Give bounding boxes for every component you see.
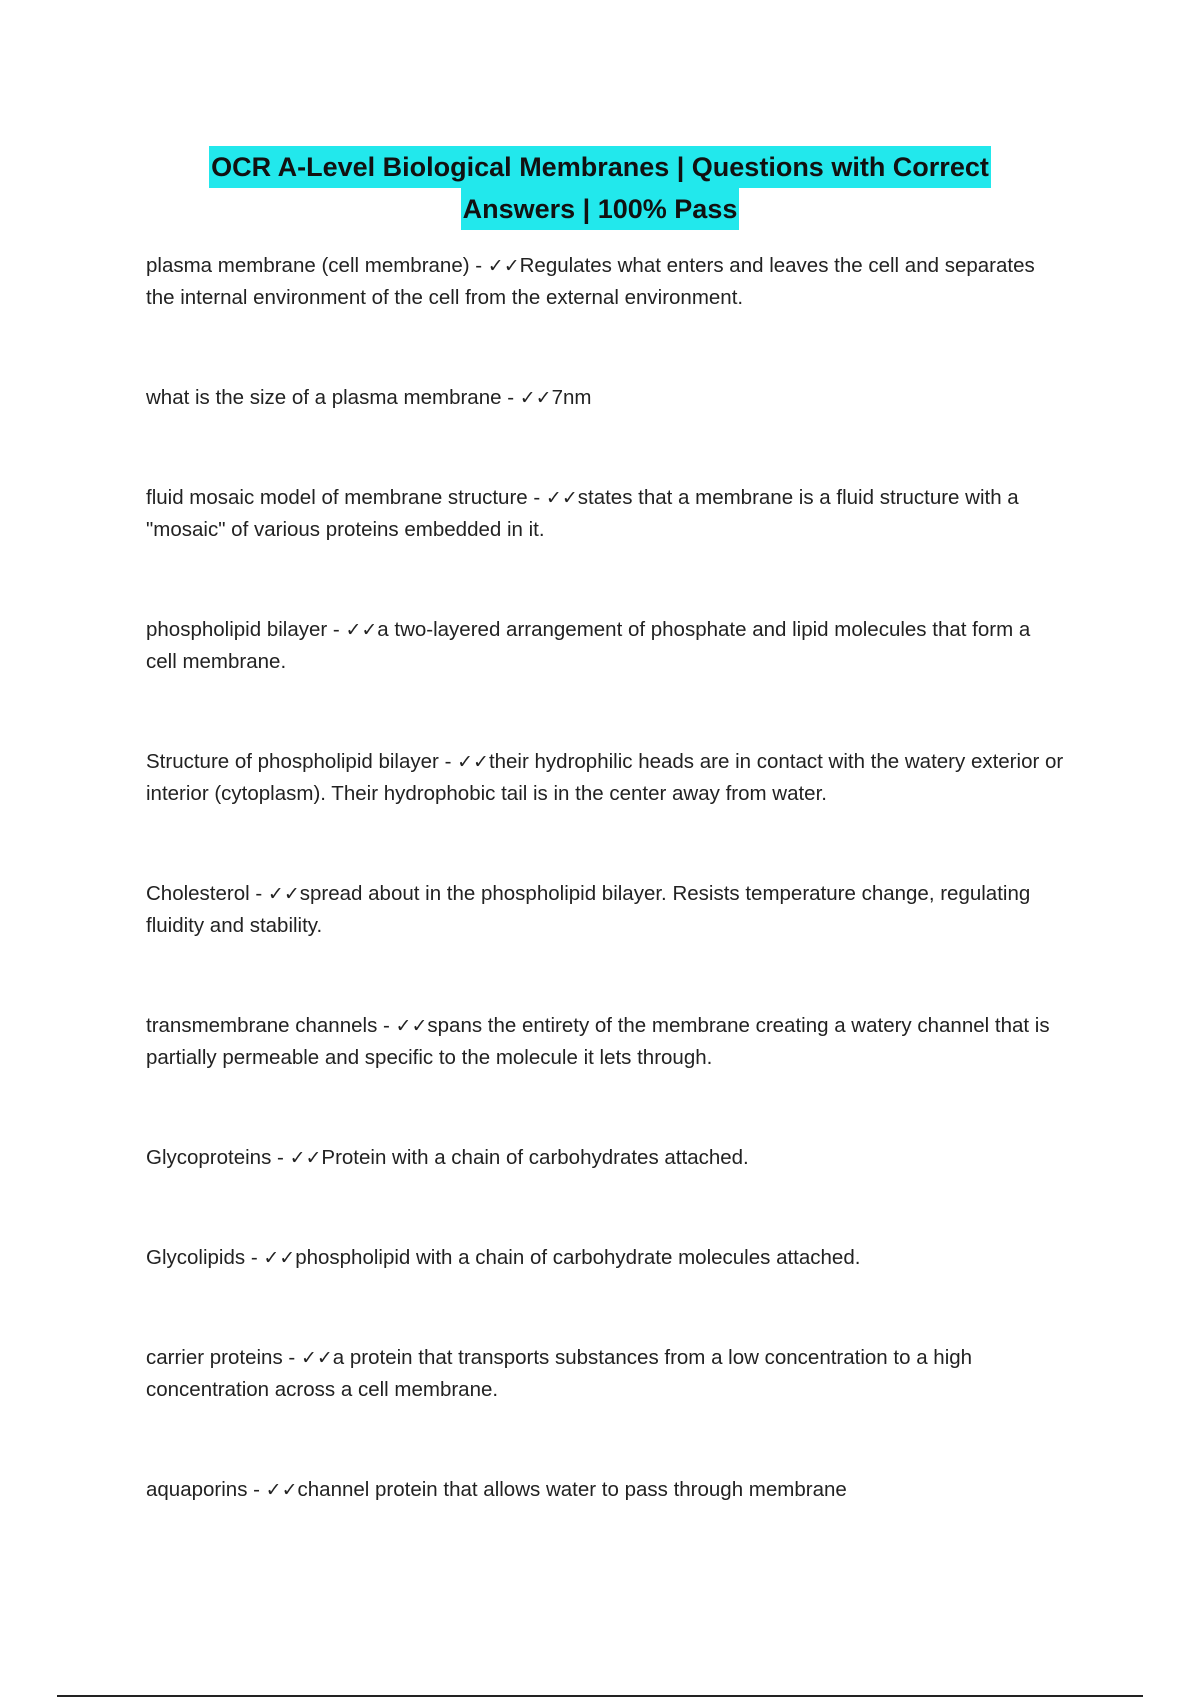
check-icon: ✓✓ (487, 255, 520, 277)
qa-entry-aquaporins: aquaporins - ✓✓channel protein that allows water to pass through membrane (146, 1478, 847, 1501)
entry-term: transmembrane channels (146, 1014, 378, 1037)
qa-entry-membrane-size: what is the size of a plasma membrane - ✓✓7nm (146, 386, 592, 409)
title-line-2: Answers | 100% Pass (461, 188, 740, 230)
qa-entry-transmembrane-channels: transmembrane channels - ✓✓spans the entirety of the membrane creating a watery channel that is partially permeable and specific to the molecule it lets through. (146, 1014, 1050, 1069)
qa-entry-phospholipid-bilayer: phospholipid bilayer - ✓✓a two-layered arrangement of phosphate and lipid molecules that form a cell membrane. (146, 618, 1031, 673)
check-icon: ✓✓ (289, 1147, 322, 1169)
entry-term: Structure of phospholipid bilayer (146, 750, 439, 773)
qa-entry-bilayer-structure: Structure of phospholipid bilayer - ✓✓their hydrophilic heads are in contact with the watery exterior or interior (cytoplasm). Their hydrophobic tail is in the center away from water. (146, 750, 1064, 805)
entry-definition: channel protein that allows water to pass through membrane (297, 1478, 847, 1501)
qa-entry-glycolipids: Glycolipids - ✓✓phospholipid with a chain of carbohydrate molecules attached. (146, 1246, 861, 1269)
qa-entry-fluid-mosaic: fluid mosaic model of membrane structure - ✓✓states that a membrane is a fluid structure with a "mosaic" of various proteins embedded in it. (146, 486, 1019, 541)
entry-definition: Regulates what enters and leaves the cell and separates the internal environment of the cell from the external environment. (146, 254, 1035, 309)
entry-definition: a protein that transports substances from a low concentration to a high concentration across a cell membrane. (146, 1346, 973, 1401)
footer-divider (57, 1695, 1143, 1697)
entry-term: what is the size of a plasma membrane (146, 386, 502, 409)
entry-term: carrier proteins (146, 1346, 283, 1369)
qa-entry-glycoproteins: Glycoproteins - ✓✓Protein with a chain of carbohydrates attached. (146, 1146, 749, 1169)
check-icon: ✓✓ (267, 883, 300, 905)
entry-term: Glycolipids (146, 1246, 246, 1269)
qa-entry-carrier-proteins: carrier proteins - ✓✓a protein that transports substances from a low concentration to a high concentration across a cell membrane. (146, 1346, 973, 1401)
document-title (0, 146, 1200, 230)
entry-definition: states that a membrane is a fluid structure with a "mosaic" of various proteins embedded in it. (146, 486, 1019, 541)
entry-term: aquaporins (146, 1478, 248, 1501)
entry-definition: phospholipid with a chain of carbohydrate molecules attached. (295, 1246, 861, 1269)
entry-term: Cholesterol (146, 882, 250, 905)
check-icon: ✓✓ (545, 487, 578, 509)
qa-list (146, 250, 1066, 1506)
entry-definition: Protein with a chain of carbohydrates attached. (321, 1146, 749, 1169)
entry-definition: a two-layered arrangement of phosphate and lipid molecules that form a cell membrane. (146, 618, 1031, 673)
entry-term: plasma membrane (cell membrane) (146, 254, 470, 277)
check-icon: ✓✓ (519, 387, 552, 409)
entry-definition: 7nm (551, 386, 592, 409)
check-icon: ✓✓ (300, 1347, 333, 1369)
check-icon: ✓✓ (345, 619, 378, 641)
check-icon: ✓✓ (263, 1247, 296, 1269)
entry-definition: their hydrophilic heads are in contact with the watery exterior or interior (cytoplasm). Their hydrophobic tail is in the center away from water. (146, 750, 1064, 805)
check-icon: ✓✓ (457, 751, 489, 773)
entry-term: fluid mosaic model of membrane structure (146, 486, 528, 509)
qa-entry-cholesterol: Cholesterol - ✓✓spread about in the phospholipid bilayer. Resists temperature change, regulating fluidity and stability. (146, 882, 1031, 937)
entry-term: Glycoproteins (146, 1146, 272, 1169)
title-line-1: OCR A-Level Biological Membranes | Questions with Correct (209, 146, 991, 188)
entry-definition: spread about in the phospholipid bilayer. Resists temperature change, regulating fluidity and stability. (146, 882, 1031, 937)
check-icon: ✓✓ (395, 1015, 428, 1037)
check-icon: ✓✓ (265, 1479, 298, 1501)
entry-definition: spans the entirety of the membrane creating a watery channel that is partially permeable and specific to the molecule it lets through. (146, 1014, 1050, 1069)
qa-entry-plasma-membrane: plasma membrane (cell membrane) - ✓✓Regulates what enters and leaves the cell and separates the internal environment of the cell from the external environment. (146, 254, 1035, 309)
entry-term: phospholipid bilayer (146, 618, 328, 641)
